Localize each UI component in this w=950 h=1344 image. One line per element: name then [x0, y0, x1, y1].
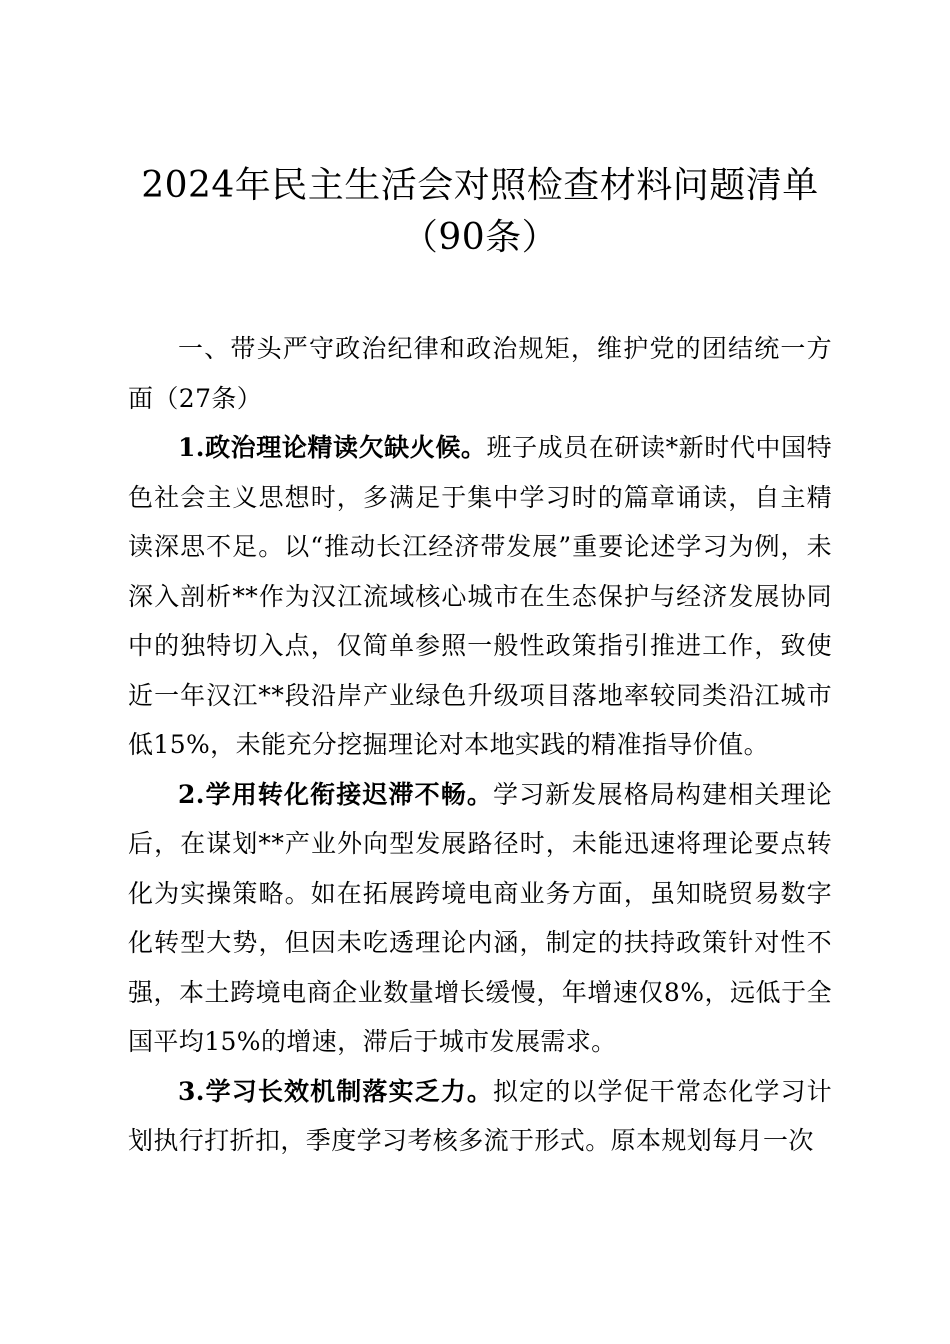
- document-subtitle-count: （90条）: [401, 217, 559, 258]
- item-text: 班子成员在研读*新时代中国特色社会主义思想时，多满足于集中学习时的篇章诵读，自主精读深思不足。以“推动长江经济带发展”重要论述学习为例，未深入剖析**作为汉江流域核心城市在生态保护与经济发展协同中的独特切入点，仅简单参照一般性政策指引推进工作，致使近一年汉江**段沿岸产业绿色升级项目落地率较同类沿江城市低15%，未能充分挖掘理论对本地实践的精准指导价值。: [128, 433, 832, 759]
- item-text: 学习新发展格局构建相关理论后，在谋划**产业外向型发展路径时，未能迅速将理论要点转化为实操策略。如在拓展跨境电商业务方面，虽知晓贸易数字化转型大势，但因未吃透理论内涵，制定的扶持政策针对性不强，本土跨境电商企业数量增长缓慢，年增速仅8%，远低于全国平均15%的增速，滞后于城市发展需求。: [128, 779, 832, 1056]
- list-item: [128, 770, 832, 1067]
- document-title: 2024年民主生活会对照检查材料问题清单: [141, 165, 819, 206]
- list-item: [128, 1067, 832, 1166]
- item-lead: 1.政治理论精读欠缺火候。: [178, 433, 487, 462]
- list-item: [128, 423, 832, 770]
- item-lead: 2.学用转化衔接迟滞不畅。: [178, 779, 494, 809]
- section-heading: 一、带头严守政治纪律和政治规矩，维护党的团结统一方面（27条）: [128, 334, 832, 413]
- item-text: 拟定的以学促干常态化学习计划执行打折扣，季度学习考核多流于形式。原本规划每月一次: [128, 1076, 832, 1155]
- document-body: [128, 324, 832, 1166]
- item-lead: 3.学习长效机制落实乏力。: [178, 1076, 494, 1106]
